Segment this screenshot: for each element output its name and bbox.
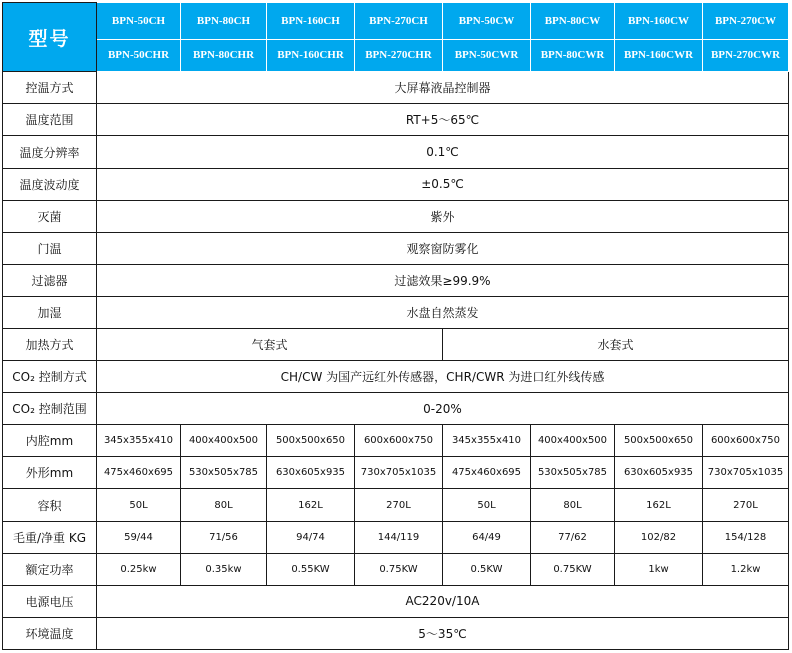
row-value: 大屏幕液晶控制器 — [97, 72, 789, 104]
row-label: 环境温度 — [3, 617, 97, 649]
row-label: 过滤器 — [3, 264, 97, 296]
table-cell: 1.2kw — [703, 553, 789, 585]
table-cell: 0.35kw — [181, 553, 267, 585]
table-row — [3, 136, 789, 168]
table-cell: 0.5KW — [443, 553, 531, 585]
row-label: 额定功率 — [3, 553, 97, 585]
table-cell: 144/119 — [355, 521, 443, 553]
table-cell: 162L — [267, 489, 355, 521]
table-cell: 345x355x410 — [97, 425, 181, 457]
table-row — [3, 232, 789, 264]
row-label: 加热方式 — [3, 329, 97, 361]
table-cell: 270L — [703, 489, 789, 521]
heating-water-value: 水套式 — [443, 329, 789, 361]
row-value: CH/CW 为国产远红外传感器，CHR/CWR 为进口红外线传感 — [97, 361, 789, 393]
table-cell: 730x705x1035 — [703, 457, 789, 489]
table-cell: 0.25kw — [97, 553, 181, 585]
table-cell: 500x500x650 — [615, 425, 703, 457]
table-row — [3, 521, 789, 553]
table-cell: 500x500x650 — [267, 425, 355, 457]
table-row — [3, 104, 789, 136]
table-row — [3, 296, 789, 328]
model-header-cell: BPN-80CH — [181, 3, 267, 40]
table-row — [3, 457, 789, 489]
model-header-cell: BPN-270CHR — [355, 39, 443, 72]
model-header-cell: BPN-80CW — [531, 3, 615, 40]
row-value: 0-20% — [97, 393, 789, 425]
row-value: 5～35℃ — [97, 617, 789, 649]
table-cell: 630x605x935 — [267, 457, 355, 489]
table-row — [3, 200, 789, 232]
table-cell: 50L — [97, 489, 181, 521]
model-header-cell: BPN-270CW — [703, 3, 789, 40]
table-cell: 80L — [531, 489, 615, 521]
spec-table — [2, 2, 789, 650]
header-row-2 — [3, 39, 789, 72]
table-row — [3, 329, 789, 361]
table-row — [3, 617, 789, 649]
row-label: 温度波动度 — [3, 168, 97, 200]
table-cell: 400x400x500 — [531, 425, 615, 457]
row-label: CO₂ 控制方式 — [3, 361, 97, 393]
row-value: 水盘自然蒸发 — [97, 296, 789, 328]
table-row — [3, 72, 789, 104]
model-header-cell: BPN-160CWR — [615, 39, 703, 72]
table-cell: 475x460x695 — [97, 457, 181, 489]
table-cell: 59/44 — [97, 521, 181, 553]
table-cell: 0.55KW — [267, 553, 355, 585]
table-cell: 0.75KW — [531, 553, 615, 585]
row-label: 温度范围 — [3, 104, 97, 136]
table-cell: 400x400x500 — [181, 425, 267, 457]
model-header-cell: BPN-270CWR — [703, 39, 789, 72]
table-row — [3, 393, 789, 425]
table-cell: 630x605x935 — [615, 457, 703, 489]
row-label: 外形mm — [3, 457, 97, 489]
table-row — [3, 168, 789, 200]
row-value: 0.1℃ — [97, 136, 789, 168]
row-label: 毛重/净重 KG — [3, 521, 97, 553]
table-cell: 77/62 — [531, 521, 615, 553]
table-row — [3, 585, 789, 617]
table-row — [3, 489, 789, 521]
table-cell: 154/128 — [703, 521, 789, 553]
table-cell: 730x705x1035 — [355, 457, 443, 489]
table-cell: 50L — [443, 489, 531, 521]
row-value: 观察窗防雾化 — [97, 232, 789, 264]
header-row-1 — [3, 3, 789, 40]
table-cell: 345x355x410 — [443, 425, 531, 457]
model-header-cell: BPN-80CHR — [181, 39, 267, 72]
table-cell: 600x600x750 — [703, 425, 789, 457]
table-cell: 64/49 — [443, 521, 531, 553]
table-cell: 1kw — [615, 553, 703, 585]
table-cell: 71/56 — [181, 521, 267, 553]
model-header-title: 型号 — [3, 3, 97, 72]
row-label: 内腔mm — [3, 425, 97, 457]
row-label: CO₂ 控制范围 — [3, 393, 97, 425]
row-value: AC220v/10A — [97, 585, 789, 617]
model-header-cell: BPN-50CHR — [97, 39, 181, 72]
table-cell: 475x460x695 — [443, 457, 531, 489]
row-label: 温度分辨率 — [3, 136, 97, 168]
table-row — [3, 361, 789, 393]
table-cell: 80L — [181, 489, 267, 521]
row-label: 门温 — [3, 232, 97, 264]
row-value: 紫外 — [97, 200, 789, 232]
model-header-cell: BPN-160CHR — [267, 39, 355, 72]
model-header-cell: BPN-50CH — [97, 3, 181, 40]
model-header-cell: BPN-160CH — [267, 3, 355, 40]
row-label: 控温方式 — [3, 72, 97, 104]
row-value: 过滤效果≥99.9% — [97, 264, 789, 296]
row-label: 容积 — [3, 489, 97, 521]
model-header-cell: BPN-160CW — [615, 3, 703, 40]
model-header-cell: BPN-50CW — [443, 3, 531, 40]
row-label: 加湿 — [3, 296, 97, 328]
table-row — [3, 264, 789, 296]
model-header-cell: BPN-80CWR — [531, 39, 615, 72]
row-label: 电源电压 — [3, 585, 97, 617]
row-label: 灭菌 — [3, 200, 97, 232]
table-cell: 600x600x750 — [355, 425, 443, 457]
table-cell: 94/74 — [267, 521, 355, 553]
table-cell: 102/82 — [615, 521, 703, 553]
table-row — [3, 553, 789, 585]
row-value: RT+5～65℃ — [97, 104, 789, 136]
table-cell: 530x505x785 — [531, 457, 615, 489]
table-cell: 530x505x785 — [181, 457, 267, 489]
model-header-cell: BPN-270CH — [355, 3, 443, 40]
model-header-cell: BPN-50CWR — [443, 39, 531, 72]
heating-air-value: 气套式 — [97, 329, 443, 361]
table-cell: 270L — [355, 489, 443, 521]
table-cell: 0.75KW — [355, 553, 443, 585]
row-value: ±0.5℃ — [97, 168, 789, 200]
table-row — [3, 425, 789, 457]
table-cell: 162L — [615, 489, 703, 521]
